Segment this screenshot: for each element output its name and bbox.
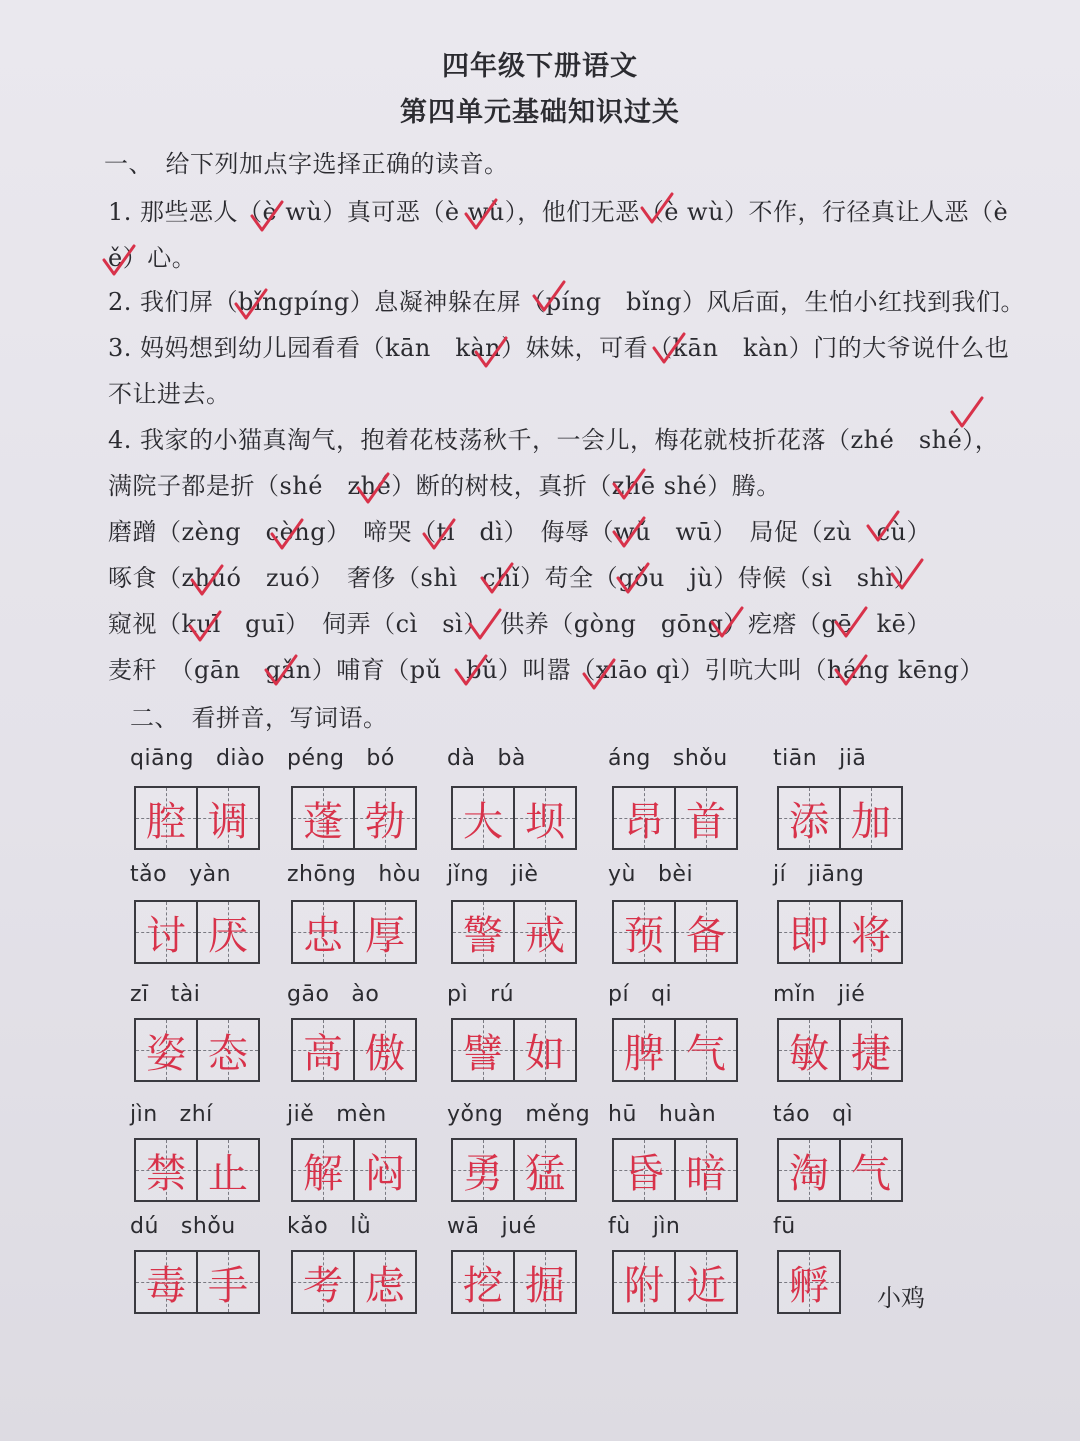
pinyin-prompt [447,862,617,887]
pinyin-syllable: áng [608,746,651,771]
writing-cell [196,788,258,848]
writing-cell [136,788,196,848]
question-line: 4. 我家的小猫真淘气，抱着花枝荡秋千，一会儿，梅花就枝折花落（zhé shé）， [108,426,1000,454]
writing-cell [614,1140,674,1200]
pinyin-syllable: fū [773,1214,796,1239]
pinyin-syllable: jié [838,982,866,1007]
handwritten-answer: 孵 [789,1262,829,1309]
handwritten-answer: 腔 [146,798,186,845]
pinyin-prompt [130,862,300,887]
pinyin-syllable: jiā [839,746,867,771]
handwritten-answer: 戒 [525,912,565,959]
writing-box [612,900,738,964]
writing-cell [614,902,674,962]
writing-cell [779,788,839,848]
pinyin-prompt [130,1214,300,1239]
pinyin-prompt [773,982,943,1007]
pinyin-prompt [773,1214,943,1239]
handwritten-answer: 警 [463,912,503,959]
writing-cell [453,1140,513,1200]
handwritten-answer: 昏 [624,1150,664,1197]
pinyin-syllable: wā [447,1214,480,1239]
writing-cell [293,788,353,848]
writing-cell [839,902,901,962]
writing-cell [196,1252,258,1312]
writing-cell [453,1020,513,1080]
handwritten-answer: 勇 [463,1150,503,1197]
writing-box [134,786,260,850]
writing-cell [779,1020,839,1080]
pinyin-prompt [773,746,943,771]
writing-cell [513,788,575,848]
pinyin-syllable: qì [832,1102,854,1127]
pinyin-syllable: tiān [773,746,818,771]
question-line: 啄食（zhuó zuó） 奢侈（shì chǐ）苟全（gǒu jù）侍候（sì shì） [108,564,919,592]
writing-cell [839,1020,901,1080]
writing-cell [353,902,415,962]
section1-heading: 一、 给下列加点字选择正确的读音。 [104,150,509,178]
handwritten-answer: 闷 [365,1150,405,1197]
pinyin-prompt [287,1214,457,1239]
pinyin-syllable: bó [366,746,395,771]
pinyin-syllable: jǐng [447,862,490,887]
pinyin-syllable: diào [215,746,265,771]
pinyin-syllable: bà [497,746,526,771]
writing-cell [293,1140,353,1200]
handwritten-answer: 勃 [365,798,405,845]
writing-box [291,900,417,964]
pinyin-syllable: huàn [658,1102,717,1127]
writing-box [777,900,903,964]
handwritten-answer: 即 [789,912,829,959]
handwritten-answer: 高 [303,1030,343,1077]
handwritten-answer: 气 [686,1030,726,1077]
question-line: 磨蹭（zèng cèng） 啼哭（tí dì） 侮辱（wǔ wū） 局促（zù cù） [108,518,931,546]
writing-box [134,1138,260,1202]
handwritten-answer: 附 [624,1262,664,1309]
writing-cell [674,1252,736,1312]
pinyin-prompt [773,1102,943,1127]
handwritten-answer: 气 [851,1150,891,1197]
writing-box [291,1018,417,1082]
pinyin-syllable: jìn [130,1102,158,1127]
writing-box [291,1138,417,1202]
pinyin-prompt [773,862,943,887]
pinyin-syllable: pì [447,982,469,1007]
writing-box [134,1250,260,1314]
writing-cell [353,1020,415,1080]
writing-cell [196,1020,258,1080]
pinyin-prompt [608,862,778,887]
handwritten-answer: 厚 [365,912,405,959]
writing-box [291,786,417,850]
handwritten-answer: 坝 [525,798,565,845]
handwritten-answer: 傲 [365,1030,405,1077]
handwritten-answer: 毒 [146,1262,186,1309]
handwritten-answer: 譬 [463,1030,503,1077]
writing-cell [293,902,353,962]
writing-cell [779,1140,839,1200]
pinyin-syllable: jiě [287,1102,315,1127]
pinyin-syllable: gāo [287,982,330,1007]
pinyin-syllable: kǎo [287,1214,329,1239]
pinyin-prompt [287,1102,457,1127]
handwritten-answer: 大 [463,798,503,845]
pinyin-syllable: tài [170,982,201,1007]
writing-cell [614,1020,674,1080]
pinyin-syllable: pí [608,982,630,1007]
writing-box [451,1138,577,1202]
handwritten-answer: 考 [303,1262,343,1309]
question-line: 不让进去。 [108,380,231,408]
pinyin-prompt [447,1102,617,1127]
pinyin-syllable: fù [608,1214,631,1239]
pinyin-prompt [447,982,617,1007]
pinyin-syllable: qi [651,982,673,1007]
handwritten-answer: 解 [303,1150,343,1197]
pinyin-syllable: hòu [378,862,422,887]
handwritten-answer: 忠 [303,912,343,959]
writing-cell [353,788,415,848]
handwritten-answer: 添 [789,798,829,845]
handwritten-answer: 挖 [463,1262,503,1309]
handwritten-answer: 预 [624,912,664,959]
writing-cell [513,1252,575,1312]
writing-cell [779,1252,839,1312]
writing-cell [513,1020,575,1080]
writing-box [612,1018,738,1082]
pinyin-syllable: jìn [652,1214,681,1239]
question-line: 3. 妈妈想到幼儿园看看（kān kàn）妹妹，可看（kān kàn）门的大爷说什么也 [108,334,1010,362]
writing-box [291,1250,417,1314]
handwritten-answer: 蓬 [303,798,343,845]
handwritten-answer: 备 [686,912,726,959]
pinyin-syllable: táo [773,1102,811,1127]
writing-cell [674,1020,736,1080]
writing-cell [136,1020,196,1080]
writing-cell [513,902,575,962]
question-line: 满院子都是折（shé zhé）断的树枝，真折（zhē shé）腾。 [108,472,781,500]
pinyin-syllable: mèn [336,1102,387,1127]
pinyin-syllable: yù [608,862,636,887]
handwritten-answer: 调 [208,798,248,845]
pinyin-syllable: shǒu [672,746,728,771]
page-subtitle: 第四单元基础知识过关 [400,97,680,128]
handwritten-answer: 手 [208,1262,248,1309]
pinyin-prompt [608,1214,778,1239]
pinyin-syllable: hū [608,1102,637,1127]
pinyin-syllable: mǐn [773,982,816,1007]
pinyin-syllable: tǎo [130,862,168,887]
pinyin-syllable: yǒng [447,1102,504,1127]
writing-cell [779,902,839,962]
writing-box [612,786,738,850]
word-suffix: 小鸡 [877,1284,925,1312]
writing-cell [513,1140,575,1200]
pinyin-syllable: qiāng [130,746,194,771]
pinyin-prompt [287,862,457,887]
pinyin-syllable: shǒu [180,1214,236,1239]
handwritten-answer: 昂 [624,798,664,845]
pinyin-syllable: yàn [189,862,232,887]
handwritten-answer: 厌 [208,912,248,959]
writing-box [777,1138,903,1202]
handwritten-answer: 加 [851,798,891,845]
pinyin-prompt [608,982,778,1007]
writing-box [451,1018,577,1082]
pinyin-syllable: zhí [179,1102,213,1127]
writing-box [777,786,903,850]
question-line: 2. 我们屏（bǐngpíng）息凝神躲在屏（píng bǐng）风后面，生怕小红找到我们。 [108,288,1025,316]
writing-cell [453,902,513,962]
handwritten-answer: 敏 [789,1030,829,1077]
writing-cell [196,902,258,962]
writing-cell [453,788,513,848]
writing-box [612,1138,738,1202]
question-line: ě）心。 [108,244,197,272]
handwritten-answer: 态 [208,1030,248,1077]
handwritten-answer: 止 [208,1150,248,1197]
handwritten-answer: 讨 [146,912,186,959]
pinyin-syllable: dú [130,1214,159,1239]
writing-box [612,1250,738,1314]
pinyin-prompt [130,1102,300,1127]
writing-cell [136,902,196,962]
pinyin-syllable: zī [130,982,149,1007]
writing-cell [353,1252,415,1312]
writing-cell [839,1140,901,1200]
pinyin-prompt [130,982,300,1007]
writing-box [134,900,260,964]
handwritten-answer: 姿 [146,1030,186,1077]
section2-heading: 二、 看拼音，写词语。 [130,704,388,732]
writing-cell [674,902,736,962]
handwritten-answer: 虑 [365,1262,405,1309]
writing-box [134,1018,260,1082]
writing-cell [614,1252,674,1312]
pinyin-syllable: lǜ [350,1214,372,1239]
writing-cell [293,1252,353,1312]
pinyin-prompt [608,746,778,771]
writing-box [451,1250,577,1314]
writing-cell [136,1252,196,1312]
handwritten-answer: 脾 [624,1030,664,1077]
writing-cell [674,788,736,848]
writing-cell [353,1140,415,1200]
pinyin-prompt [287,746,457,771]
pinyin-syllable: jí [773,862,787,887]
writing-cell [293,1020,353,1080]
writing-box [451,786,577,850]
pinyin-syllable: jiè [511,862,539,887]
writing-cell [674,1140,736,1200]
writing-cell [136,1140,196,1200]
writing-cell [839,788,901,848]
pinyin-prompt [447,1214,617,1239]
handwritten-answer: 掘 [525,1262,565,1309]
pinyin-prompt [287,982,457,1007]
pinyin-prompt [608,1102,778,1127]
handwritten-answer: 首 [686,798,726,845]
pinyin-syllable: zhōng [287,862,357,887]
handwritten-answer: 猛 [525,1150,565,1197]
pinyin-syllable: měng [525,1102,591,1127]
pinyin-syllable: bèi [657,862,694,887]
pinyin-syllable: jué [501,1214,537,1239]
handwritten-answer: 捷 [851,1030,891,1077]
pinyin-prompt [447,746,617,771]
handwritten-answer: 禁 [146,1150,186,1197]
question-line: 窥视（kuī guī） 伺弄（cì sì） 供养（gòng gōng）疙瘩（gē kē） [108,610,931,638]
handwritten-answer: 暗 [686,1150,726,1197]
pinyin-syllable: dà [447,746,476,771]
pinyin-prompt [130,746,300,771]
handwritten-answer: 如 [525,1030,565,1077]
writing-box [777,1250,841,1314]
handwritten-answer: 将 [851,912,891,959]
pinyin-syllable: jiāng [808,862,865,887]
handwritten-answer: 淘 [789,1150,829,1197]
question-line: 1. 那些恶人（è wù）真可恶（è wù），他们无恶（è wù）不作，行径真让人恶（è [108,198,1009,226]
writing-box [777,1018,903,1082]
pinyin-syllable: péng [287,746,345,771]
handwritten-answer: 近 [686,1262,726,1309]
pinyin-syllable: ào [351,982,380,1007]
question-line: 麦秆 （gān gǎn）哺育（pǔ bǔ）叫嚣（xiāo qì）引吭大叫（háng kēng） [108,656,984,684]
writing-cell [614,788,674,848]
pinyin-syllable: rú [490,982,515,1007]
page-title: 四年级下册语文 [442,51,638,82]
writing-cell [453,1252,513,1312]
writing-box [451,900,577,964]
writing-cell [196,1140,258,1200]
